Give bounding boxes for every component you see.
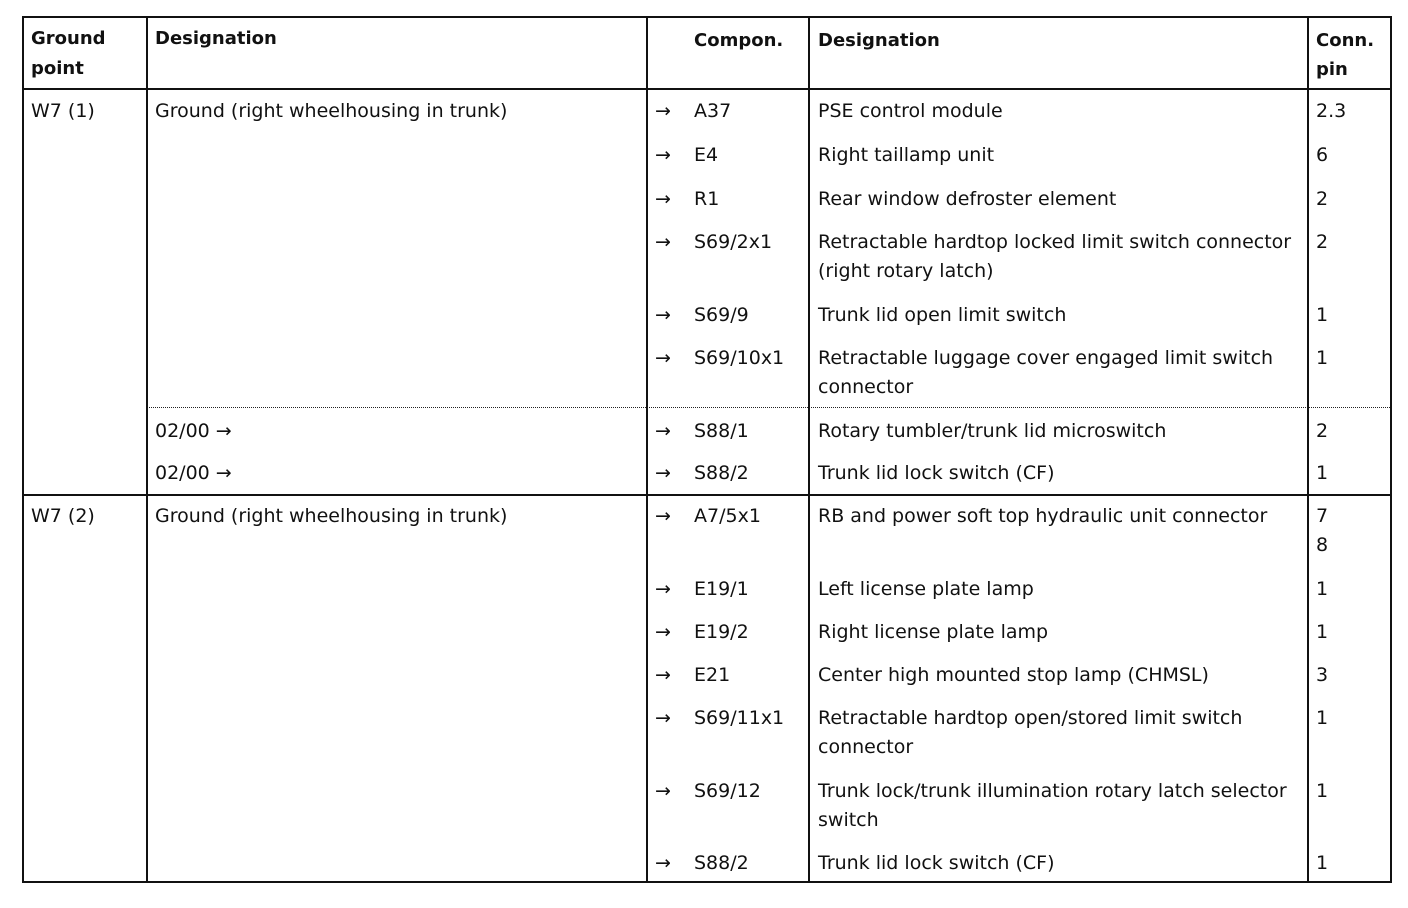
header-component-designation: Designation <box>818 30 940 51</box>
dotted-divider <box>22 407 1392 408</box>
component-code: S69/12 <box>694 780 761 802</box>
connector-pin: 1 <box>1316 780 1329 802</box>
header-divider <box>22 88 1392 90</box>
component-designation: Center high mounted stop lamp (CHMSL) <box>818 664 1209 686</box>
component-code: S69/11x1 <box>694 707 785 729</box>
arrow-icon: → <box>655 664 671 686</box>
arrow-icon: → <box>655 505 671 527</box>
connector-pin: 1 <box>1316 578 1329 600</box>
arrow-icon: → <box>655 144 671 166</box>
component-code: E4 <box>694 144 719 166</box>
arrow-icon: → <box>655 347 671 369</box>
component-designation: Retractable luggage cover engaged limit switch connector <box>818 347 1274 398</box>
arrow-icon: → <box>655 188 671 210</box>
table-left-border <box>22 16 24 883</box>
header-ground-point-line1: Ground <box>31 28 106 49</box>
arrow-icon: → <box>655 852 671 874</box>
ground-designation: Ground (right wheelhousing in trunk) <box>155 505 508 527</box>
column-divider-3 <box>808 16 810 883</box>
component-code: E21 <box>694 664 731 686</box>
arrow-icon: → <box>655 621 671 643</box>
component-designation: Trunk lid lock switch (CF) <box>818 462 1055 484</box>
component-code: E19/1 <box>694 578 749 600</box>
arrow-icon: → <box>655 462 671 484</box>
component-designation: Retractable hardtop locked limit switch connector (right rotary latch) <box>818 231 1292 282</box>
component-code: E19/2 <box>694 621 749 643</box>
component-designation: Trunk lock/trunk illumination rotary latch selector switch <box>818 780 1287 831</box>
header-component: Compon. <box>694 30 784 51</box>
table-bottom-border <box>22 881 1392 883</box>
component-designation: PSE control module <box>818 100 1003 122</box>
component-designation: Trunk lid lock switch (CF) <box>818 852 1055 874</box>
arrow-icon: → <box>655 420 671 442</box>
header-ground-point-line2: point <box>31 58 84 79</box>
connector-pin: 3 <box>1316 664 1329 686</box>
connector-pin: 2.3 <box>1316 100 1347 122</box>
connector-pin: 2 <box>1316 188 1329 210</box>
connector-pin: 7 <box>1316 505 1329 527</box>
component-code: S88/2 <box>694 462 749 484</box>
component-code: S88/2 <box>694 852 749 874</box>
connector-pin: 6 <box>1316 144 1329 166</box>
table-top-border <box>22 16 1392 18</box>
arrow-icon: → <box>655 304 671 326</box>
connector-pin: 8 <box>1316 534 1329 556</box>
header-conn-pin-line1: Conn. <box>1316 30 1375 51</box>
connector-pin: 1 <box>1316 852 1329 874</box>
column-divider-4 <box>1307 16 1309 883</box>
table-right-border <box>1390 16 1392 883</box>
component-code: A37 <box>694 100 732 122</box>
connector-pin: 2 <box>1316 420 1329 442</box>
component-designation: RB and power soft top hydraulic unit connector <box>818 505 1268 527</box>
column-divider-1 <box>146 16 148 883</box>
arrow-icon: → <box>655 100 671 122</box>
component-code: S69/9 <box>694 304 749 326</box>
ground-point: W7 (2) <box>31 505 95 527</box>
connector-pin: 1 <box>1316 621 1329 643</box>
component-code: A7/5x1 <box>694 505 761 527</box>
component-designation: Rotary tumbler/trunk lid microswitch <box>818 420 1167 442</box>
ground-point: W7 (1) <box>31 100 95 122</box>
component-code: S69/10x1 <box>694 347 785 369</box>
component-designation: Rear window defroster element <box>818 188 1117 210</box>
component-designation: Right license plate lamp <box>818 621 1049 643</box>
component-designation: Right taillamp unit <box>818 144 995 166</box>
ground-designation: Ground (right wheelhousing in trunk) <box>155 100 508 122</box>
arrow-icon: → <box>655 780 671 802</box>
component-code: R1 <box>694 188 720 210</box>
connector-pin: 1 <box>1316 462 1329 484</box>
component-code: S69/2x1 <box>694 231 773 253</box>
date-note: 02/00 → <box>155 420 232 442</box>
arrow-icon: → <box>655 231 671 253</box>
component-designation: Retractable hardtop open/stored limit switch connector <box>818 707 1243 758</box>
component-designation: Left license plate lamp <box>818 578 1034 600</box>
component-code: S88/1 <box>694 420 749 442</box>
connector-pin: 1 <box>1316 707 1329 729</box>
date-note: 02/00 → <box>155 462 232 484</box>
connector-pin: 1 <box>1316 304 1329 326</box>
arrow-icon: → <box>655 578 671 600</box>
arrow-icon: → <box>655 707 671 729</box>
component-designation: Trunk lid open limit switch <box>818 304 1067 326</box>
dotted-divider-gap <box>20 406 146 409</box>
header-designation: Designation <box>155 28 277 49</box>
connector-pin: 1 <box>1316 347 1329 369</box>
column-divider-2 <box>646 16 648 883</box>
group-divider <box>22 494 1392 496</box>
header-conn-pin-line2: pin <box>1316 59 1348 80</box>
connector-pin: 2 <box>1316 231 1329 253</box>
